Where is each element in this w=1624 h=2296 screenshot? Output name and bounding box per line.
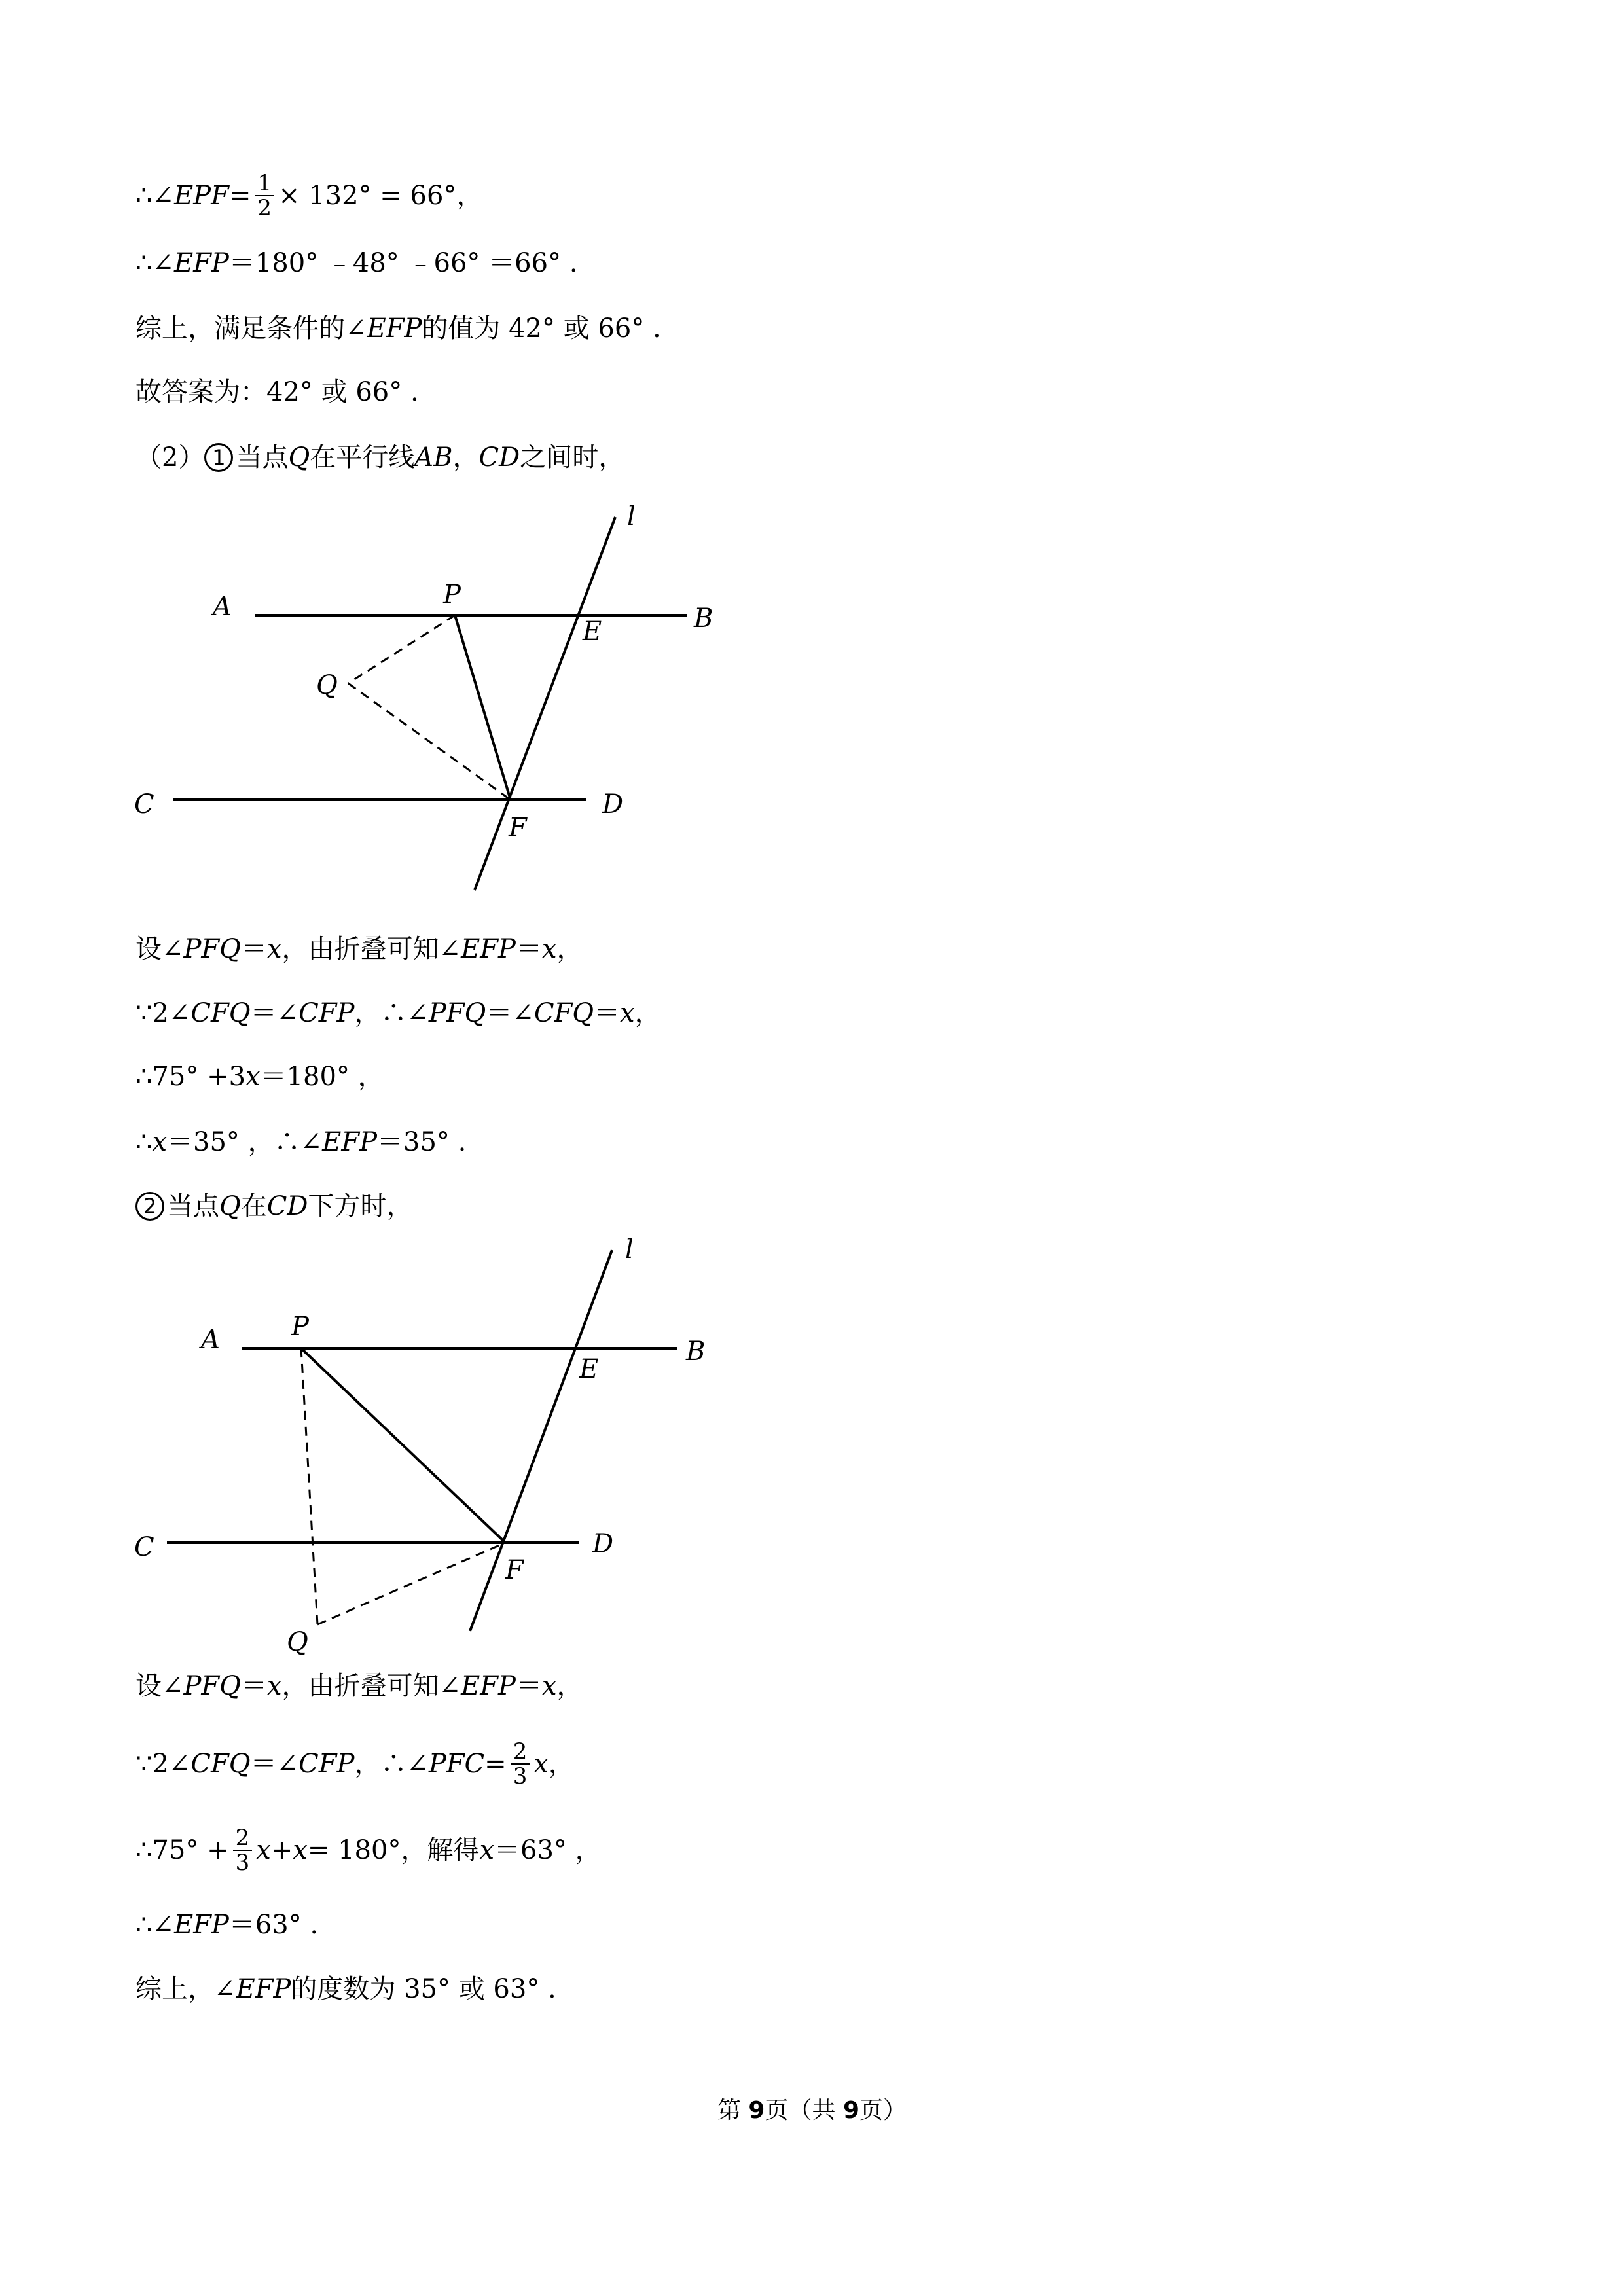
text: ＝∠: [486, 998, 534, 1028]
var: PFQ: [428, 998, 486, 1028]
var: CD: [266, 1191, 308, 1221]
text: ，∴∠: [354, 998, 429, 1028]
text: ，由折叠可知∠: [281, 934, 461, 964]
denominator: 2: [257, 195, 272, 221]
text: ∴∠: [135, 248, 174, 278]
line-because-2: [135, 1740, 575, 1788]
text: +: [270, 1835, 293, 1865]
text: 在平行线: [310, 442, 415, 473]
var: EFP: [461, 1671, 516, 1701]
label-q: Q: [316, 670, 338, 700]
text: 当点: [236, 442, 289, 473]
var: PFC: [428, 1749, 485, 1779]
text: ，∴∠: [354, 1749, 429, 1779]
var: CFP: [298, 1749, 355, 1779]
text: =: [228, 181, 251, 211]
text: （2）: [135, 442, 205, 473]
var: x: [533, 1749, 549, 1779]
line-answer: [135, 374, 419, 410]
label-d: D: [592, 1529, 614, 1559]
text: 设∠: [135, 1671, 184, 1701]
var: x: [256, 1835, 271, 1865]
text: ，由折叠可知∠: [281, 1671, 461, 1701]
text: 在: [240, 1191, 267, 1221]
line-case-1: [135, 439, 624, 476]
var: EFP: [173, 1910, 229, 1940]
var: Q: [288, 442, 310, 473]
text: ＝63° .: [228, 1910, 319, 1940]
label-q: Q: [287, 1627, 308, 1657]
var: AB: [414, 442, 453, 473]
var: CFQ: [533, 998, 594, 1028]
text: 综上，∠: [135, 1974, 236, 2004]
var: CD: [478, 442, 520, 473]
var: CFQ: [190, 998, 251, 1028]
var: EFP: [236, 1974, 291, 2004]
page-footer: [0, 2092, 1624, 2125]
label-f: F: [505, 1555, 524, 1585]
text: ＝35° ，∴∠: [167, 1127, 323, 1157]
var: x: [293, 1835, 308, 1865]
text: 之间时，: [520, 442, 625, 473]
figure-2-svg: [131, 1230, 753, 1662]
line-epf-calc: [135, 171, 482, 220]
var: EFP: [322, 1127, 378, 1157]
var: CFQ: [190, 1749, 251, 1779]
circled-number: 2: [135, 1192, 164, 1221]
label-e: E: [579, 1354, 599, 1384]
line-summary-1: [135, 310, 661, 347]
var: x: [266, 1671, 282, 1701]
var: EFP: [461, 934, 516, 964]
label-b: B: [686, 1336, 706, 1367]
var: x: [620, 998, 635, 1028]
text: ∵2∠: [135, 1749, 191, 1779]
var: x: [541, 1671, 557, 1701]
numerator: 2: [233, 1826, 253, 1851]
text: ，: [556, 934, 583, 964]
text: =: [484, 1749, 507, 1779]
text: ＝: [515, 934, 542, 964]
circled-number: 1: [204, 443, 233, 472]
text: ＝180° ﹣48° ﹣66° ＝66° .: [228, 248, 578, 278]
numerator: 1: [255, 171, 274, 196]
text: 的值为 42° 或 66° .: [422, 314, 661, 344]
text: 故答案为：42° 或 66° .: [135, 377, 419, 407]
line-result-2: [135, 1907, 318, 1943]
text: ＝: [594, 998, 621, 1028]
text: ，: [634, 998, 661, 1028]
fraction: [233, 1826, 253, 1874]
text: ∴75° +3: [135, 1062, 246, 1092]
var: x: [152, 1127, 168, 1157]
footer-text: 页）: [859, 2097, 907, 2124]
text: ＝180° ，: [260, 1062, 384, 1092]
footer-text: 第: [717, 2097, 749, 2124]
label-l: l: [627, 501, 636, 531]
geometry-figure-2: [131, 1230, 753, 1662]
fraction: [511, 1740, 530, 1788]
footer-text: 页（共: [765, 2097, 843, 2124]
text: ＝: [240, 1671, 267, 1701]
label-f: F: [509, 813, 527, 843]
text: 下方时，: [308, 1191, 413, 1221]
text: × 132° = 66°，: [278, 181, 483, 211]
line-set-x-1: [135, 931, 583, 967]
text: 的度数为 35° 或 63° .: [291, 1974, 556, 2004]
page-number: 9: [748, 2097, 765, 2124]
line-because-1: [135, 995, 661, 1031]
var: x: [541, 934, 557, 964]
segment-qf: [348, 683, 511, 800]
label-a: A: [201, 1325, 220, 1355]
text: ∴∠: [135, 1910, 174, 1940]
text: ＝∠: [250, 1749, 299, 1779]
var: x: [245, 1062, 261, 1092]
text: ，: [556, 1671, 583, 1701]
denominator: 3: [235, 1850, 250, 1876]
text: ＝: [240, 934, 267, 964]
var: EPF: [173, 181, 229, 211]
label-b: B: [694, 603, 713, 634]
text: ＝: [515, 1671, 542, 1701]
text: ＝∠: [250, 998, 299, 1028]
var: x: [266, 934, 282, 964]
text: ，: [452, 442, 479, 473]
fraction: [255, 171, 274, 220]
text: ，: [548, 1749, 575, 1779]
segment-pf: [301, 1348, 505, 1543]
line-equation-1: [135, 1058, 384, 1095]
text: ∵2∠: [135, 998, 191, 1028]
var: EFP: [367, 314, 422, 344]
var: EFP: [173, 248, 229, 278]
text: = 180°，解得: [307, 1835, 480, 1865]
line-summary-2: [135, 1971, 556, 2007]
line-result-1: [135, 1124, 466, 1160]
geometry-figure-1: [131, 497, 753, 916]
segment-pf: [455, 615, 511, 800]
label-l: l: [625, 1234, 634, 1265]
line-equation-2: [135, 1826, 602, 1874]
text: ＝63° ，: [494, 1835, 602, 1865]
numerator: 2: [511, 1740, 530, 1765]
text: ∴: [135, 1127, 153, 1157]
text: 设∠: [135, 934, 184, 964]
figure-1-svg: [131, 497, 753, 916]
var: PFQ: [183, 1671, 241, 1701]
segment-pq: [348, 615, 455, 683]
var: CFP: [298, 998, 355, 1028]
text: 当点: [167, 1191, 219, 1221]
line-efp-66: [135, 245, 577, 281]
var: x: [479, 1835, 494, 1865]
var: PFQ: [183, 934, 241, 964]
var: Q: [219, 1191, 241, 1221]
label-p: P: [443, 580, 461, 610]
label-p: P: [291, 1312, 309, 1342]
label-d: D: [602, 789, 624, 819]
segment-pq: [301, 1348, 317, 1624]
line-set-x-2: [135, 1668, 583, 1704]
text: ∴75° +: [135, 1835, 229, 1865]
text: ＝35° .: [377, 1127, 467, 1157]
line-l: [470, 1250, 612, 1631]
label-c: C: [134, 789, 154, 819]
line-case-2: [135, 1188, 412, 1225]
denominator: 3: [513, 1763, 528, 1789]
label-c: C: [134, 1532, 154, 1562]
page-total: 9: [842, 2097, 859, 2124]
line-l: [475, 517, 615, 890]
label-e: E: [583, 617, 602, 647]
text: 综上，满足条件的∠: [135, 314, 367, 344]
label-a: A: [213, 592, 232, 622]
text: ∴∠: [135, 181, 174, 211]
